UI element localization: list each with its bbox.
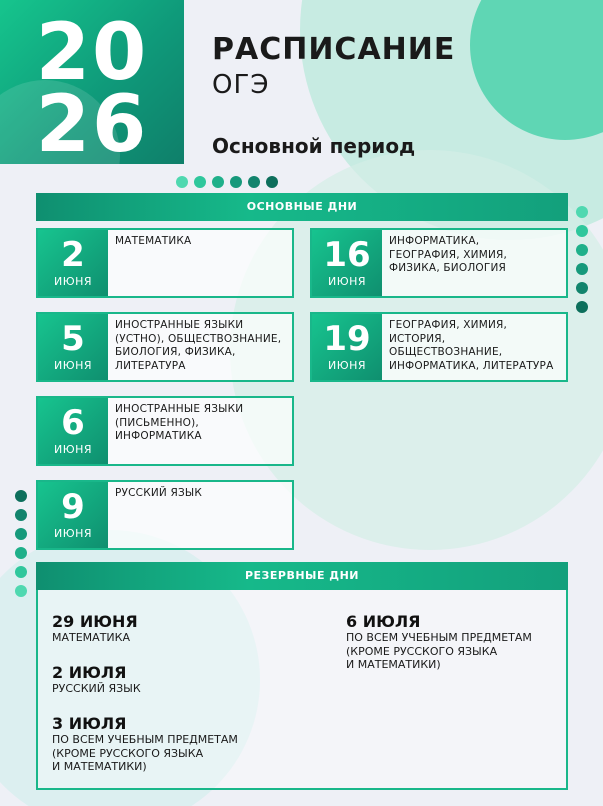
exam-subjects (382, 314, 553, 380)
decor-dot (15, 509, 27, 521)
exam-subject-line: ОБЩЕСТВОЗНАНИЕ, (389, 346, 503, 358)
reserve-day-item (52, 714, 238, 774)
exam-date (38, 398, 108, 464)
exam-subject-line: РУССКИЙ ЯЗЫК (115, 487, 203, 499)
exam-date (38, 482, 108, 548)
year-part1: 20 (35, 8, 149, 98)
exam-day-card (36, 228, 294, 298)
exam-date (312, 314, 382, 380)
exam-subject-line: ИНОСТРАННЫЕ ЯЗЫКИ (115, 319, 244, 331)
exam-day-card (310, 312, 568, 382)
decor-dots-right (576, 206, 588, 313)
exam-day-card (36, 480, 294, 550)
decor-dot (576, 282, 588, 294)
exam-subject-line: ИСТОРИЯ, (389, 332, 446, 345)
decor-dot (176, 176, 188, 188)
exam-subject-line: ФИЗИКА, БИОЛОГИЯ (389, 262, 507, 274)
decor-dot (266, 176, 278, 188)
exam-date (38, 230, 108, 296)
reserve-subject-line: ПО ВСЕМ УЧЕБНЫМ ПРЕДМЕТАМ (346, 631, 532, 644)
exam-day-card (36, 396, 294, 466)
reserve-date: 3 ИЮЛЯ (52, 714, 127, 733)
exam-day-number: 19 (323, 319, 371, 359)
reserve-date: 29 ИЮНЯ (52, 612, 138, 631)
reserve-subject-line: РУССКИЙ ЯЗЫК (52, 682, 141, 695)
reserve-subject-line: (КРОМЕ РУССКОГО ЯЗЫКА (52, 746, 204, 760)
exam-subjects (108, 314, 281, 380)
exam-subject-line: ИНФОРМАТИКА, (389, 235, 480, 247)
reserve-day-item (52, 612, 138, 645)
reserve-subject-line: И МАТЕМАТИКИ) (346, 658, 441, 671)
exam-day-number: 16 (323, 235, 371, 275)
exam-month: ИЮНЯ (53, 359, 93, 372)
exam-subjects (108, 398, 243, 464)
main-days-heading: ОСНОВНЫЕ ДНИ (36, 193, 568, 221)
decor-dot (576, 301, 588, 313)
decor-dot (576, 206, 588, 218)
reserve-subject-line: ПО ВСЕМ УЧЕБНЫМ ПРЕДМЕТАМ (52, 733, 238, 746)
exam-day-number: 6 (61, 403, 85, 443)
page-subtitle: ОГЭ (212, 70, 270, 100)
decor-dot (576, 263, 588, 275)
decor-dot (576, 225, 588, 237)
reserve-subject-line: (КРОМЕ РУССКОГО ЯЗЫКА (346, 644, 498, 658)
decor-dot (212, 176, 224, 188)
period-label: Основной период (212, 134, 416, 158)
exam-date (312, 230, 382, 296)
exam-day-card (36, 312, 294, 382)
exam-subject-line: ИНФОРМАТИКА, ЛИТЕРАТУРА (389, 359, 554, 372)
exam-subject-line: БИОЛОГИЯ, ФИЗИКА, (115, 346, 236, 358)
decor-dot (230, 176, 242, 188)
decor-dot (576, 244, 588, 256)
reserve-subject-line: МАТЕМАТИКА (52, 631, 130, 644)
year-part2: 26 (35, 80, 149, 164)
exam-day-number: 5 (61, 319, 85, 359)
exam-subject-line: (УСТНО), ОБЩЕСТВОЗНАНИЕ, (115, 332, 282, 345)
exam-subject-line: ИНФОРМАТИКА (115, 430, 202, 442)
decor-dot (15, 528, 27, 540)
decor-dot (15, 547, 27, 559)
exam-day-card (310, 228, 568, 298)
exam-subjects (108, 230, 191, 296)
reserve-date: 2 ИЮЛЯ (52, 663, 127, 682)
decor-dot (15, 585, 27, 597)
exam-subjects (382, 230, 507, 296)
exam-subject-line: ЛИТЕРАТУРА (115, 359, 186, 372)
exam-day-number: 9 (61, 487, 85, 527)
decor-dots-top (176, 176, 278, 188)
exam-day-number: 2 (61, 235, 85, 275)
exam-month: ИЮНЯ (327, 359, 367, 372)
decor-dot (15, 490, 27, 502)
exam-subject-line: МАТЕМАТИКА (115, 235, 192, 247)
reserve-date: 6 ИЮЛЯ (346, 612, 421, 631)
reserve-days-heading: РЕЗЕРВНЫЕ ДНИ (36, 562, 568, 590)
decor-dot (248, 176, 260, 188)
exam-subject-line: ГЕОГРАФИЯ, ХИМИЯ, (389, 248, 508, 261)
exam-month: ИЮНЯ (53, 527, 93, 540)
exam-subjects (108, 482, 202, 548)
decor-dot (194, 176, 206, 188)
reserve-subject-line: И МАТЕМАТИКИ) (52, 760, 147, 773)
year-block (0, 0, 184, 164)
reserve-day-item (346, 612, 532, 672)
exam-date (38, 314, 108, 380)
exam-month: ИЮНЯ (53, 275, 93, 288)
decor-dot (15, 566, 27, 578)
exam-subject-line: ГЕОГРАФИЯ, ХИМИЯ, (389, 319, 508, 331)
page-title: РАСПИСАНИЕ (212, 32, 456, 67)
decor-dots-left (15, 490, 27, 597)
exam-month: ИЮНЯ (327, 275, 367, 288)
exam-subject-line: (ПИСЬМЕННО), (115, 416, 199, 429)
exam-month: ИЮНЯ (53, 443, 93, 456)
reserve-day-item (52, 663, 141, 696)
exam-subject-line: ИНОСТРАННЫЕ ЯЗЫКИ (115, 403, 244, 415)
